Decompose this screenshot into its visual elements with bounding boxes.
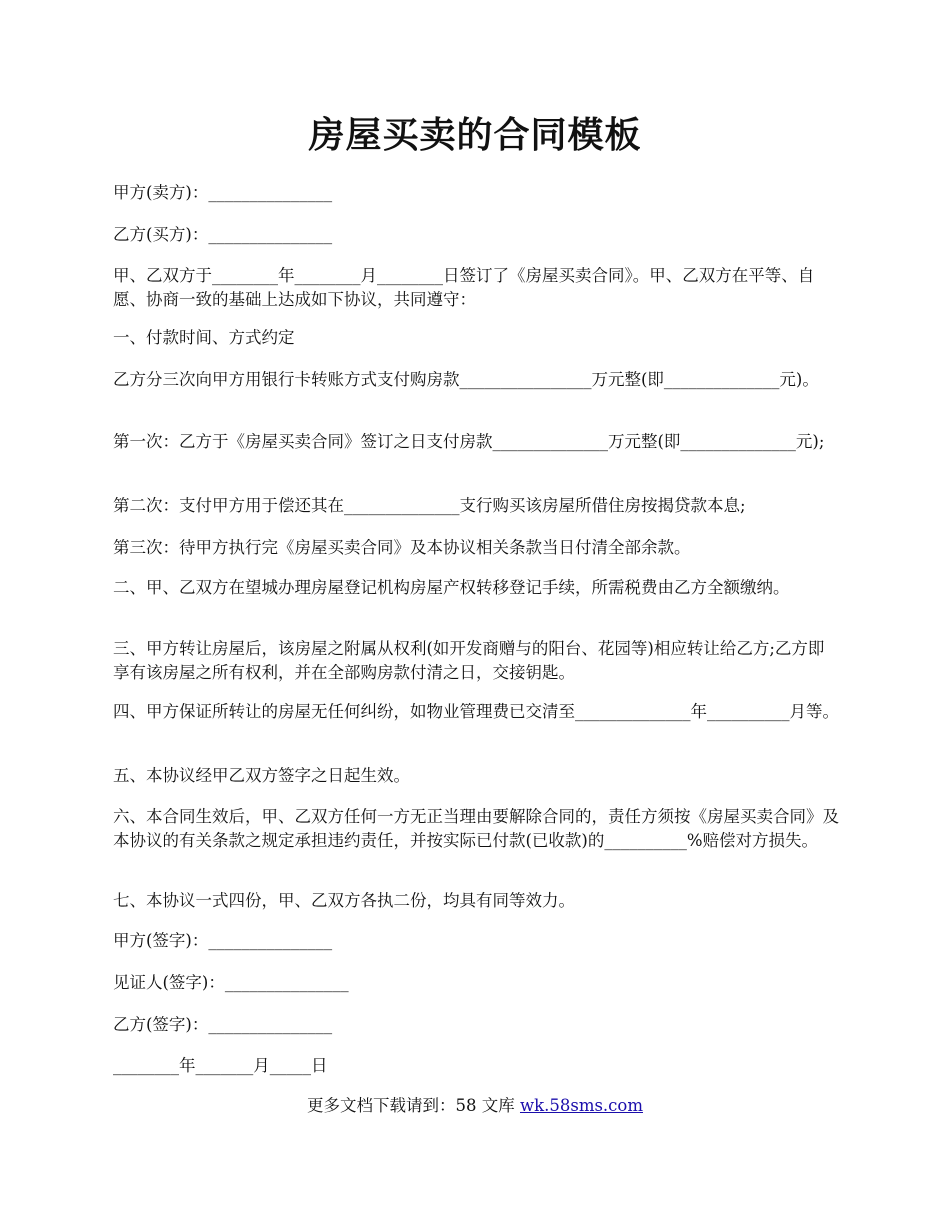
party-a-seller-line: 甲方(卖方)：_______________ — [113, 183, 333, 202]
party-b-signature-line: 乙方(签字)：_______________ — [113, 1015, 333, 1034]
section-1-heading: 一、付款时间、方式约定 — [113, 328, 295, 347]
document-title: 房屋买卖的合同模板 — [308, 114, 642, 156]
footer-text: 更多文档下载请到：58 文库 — [306, 1096, 520, 1115]
section-3-paragraph: 三、甲方转让房屋后，该房屋之附属从权利(如开发商赠与的阳台、花园等)相应转让给乙方;乙方即享有该房屋之所有权利，并在全部购房款付清之日，交接钥匙。 — [113, 639, 825, 682]
party-b-buyer-line: 乙方(买方)：_______________ — [113, 225, 333, 244]
payment-third-paragraph: 第三次：待甲方执行完《房屋买卖合同》及本协议相关条款当日付清全部余款。 — [113, 538, 691, 557]
section-4-paragraph: 四、甲方保证所转让的房屋无任何纠纷，如物业管理费已交清至______________年__________月等。 — [113, 702, 839, 721]
footer — [0, 1094, 950, 1118]
date-line: ________年_______月_____日 — [113, 1056, 328, 1075]
section-5-paragraph: 五、本协议经甲乙双方签字之日起生效。 — [113, 766, 410, 785]
witness-signature-line: 见证人(签字)：_______________ — [113, 973, 349, 992]
payment-second-paragraph: 第二次：支付甲方用于偿还其在______________支行购买该房屋所借住房按揭贷款本息; — [113, 496, 746, 515]
party-a-signature-line: 甲方(签字)：_______________ — [113, 931, 333, 950]
section-2-paragraph: 二、甲、乙双方在望城办理房屋登记机构房屋产权转移登记手续，所需税费由乙方全额缴纳。 — [113, 578, 790, 597]
payment-total-paragraph: 乙方分三次向甲方用银行卡转账方式支付购房款________________万元整(即______________元)。 — [113, 370, 819, 389]
section-7-paragraph: 七、本协议一式四份，甲、乙双方各执二份，均具有同等效力。 — [113, 891, 575, 910]
payment-first-paragraph: 第一次：乙方于《房屋买卖合同》签订之日支付房款______________万元整(即______________元); — [113, 432, 825, 451]
section-6-paragraph: 六、本合同生效后，甲、乙双方任何一方无正当理由要解除合同的，责任方须按《房屋买卖合同》及本协议的有关条款之规定承担违约责任，并按实际已付款(已收款)的__________%赔偿对方损失。 — [113, 807, 839, 850]
intro-paragraph: 甲、乙双方于________年________月________日签订了《房屋买卖合同》。甲、乙双方在平等、自愿、协商一致的基础上达成如下协议，共同遵守： — [113, 266, 815, 309]
footer-link[interactable]: wk.58sms.com — [519, 1096, 643, 1115]
